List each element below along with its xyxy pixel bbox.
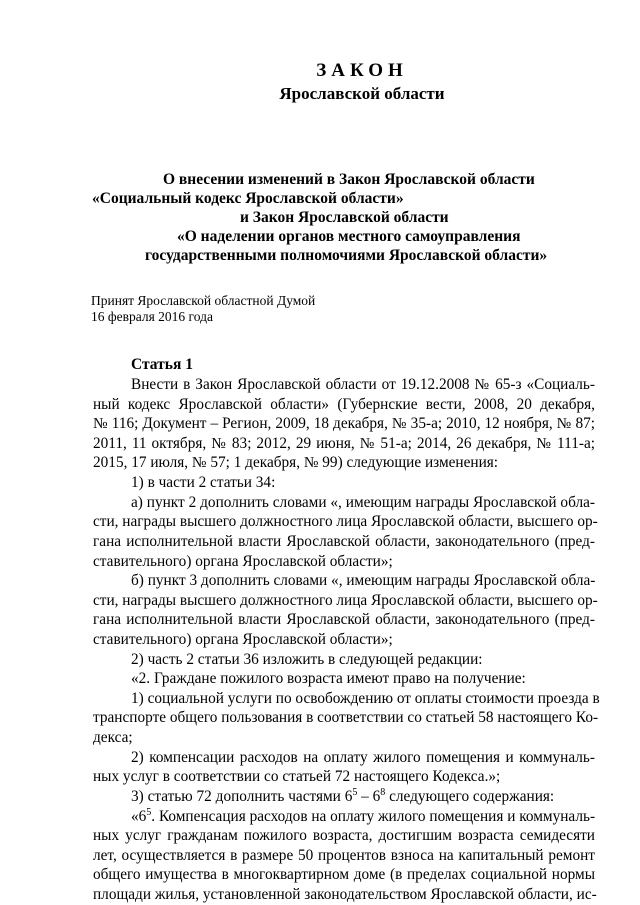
accepted-date: 16 февраля 2016 года (91, 309, 213, 324)
text-line: 2011, 11 октября, № 83; 2012, 29 июня, № 51-а; 2014, 26 декабря, № 111-а; (93, 434, 595, 452)
title-line: О внесении изменений в Закон Ярославской области (163, 171, 535, 188)
text-line: ных услуг гражданам пожилого возраста, достигшим возраста семидесяти (93, 827, 595, 845)
text-line: сти, награды высшего должностного лица Ярославской области, высшего ор- (93, 591, 598, 609)
text-line: «2. Граждане пожилого возраста имеют право на получение: (131, 670, 526, 688)
title-line: и Закон Ярославской области (240, 209, 449, 226)
text-line: гана исполнительной власти Ярославской области, законодательного (пред- (93, 611, 595, 629)
text-line: декса; (93, 729, 133, 747)
title-line: «О наделении органов местного самоуправления (177, 228, 521, 245)
text-line: ставительного) органа Ярославской области»; (93, 552, 393, 570)
text-line: 1) в части 2 статьи 34: (131, 474, 276, 492)
title-line: «Социальный кодекс Ярославской области» (92, 190, 404, 207)
text-line: Внести в Закон Ярославской области от 19.12.2008 № 65-з «Социаль- (131, 376, 595, 393)
accepted-by: Принят Ярославской областной Думой (91, 293, 316, 308)
text-line: ставительного) органа Ярославской области»; (93, 631, 393, 648)
text-line: лет, осуществляется в размере 50 процентов взноса на капитальный ремонт (93, 846, 595, 864)
region-heading: Ярославской области (279, 84, 445, 103)
text-line: «$6^5$. Компенсация расходов на оплату жилого помещения и коммуналь- (131, 806, 596, 825)
text-line: общего имущества в многоквартирном доме (в пределах социальной нормы (93, 866, 595, 884)
title-line: государственными полномочиями Ярославской области» (145, 247, 548, 264)
text-line: транспорте общего пользования в соответствии со статьей 58 настоящего Ко- (93, 709, 599, 727)
text-line: ный кодекс Ярославской области» (Губернские вести, 2008, 20 декабря, (93, 395, 595, 413)
text-line: б) пункт 3 дополнить словами «, имеющим награды Ярославской обла- (131, 572, 596, 590)
text-line: 2) компенсации расходов на оплату жилого помещения и коммуналь- (131, 748, 595, 766)
text-line: а) пункт 2 дополнить словами «, имеющим награды Ярославской обла- (131, 493, 595, 511)
text-line: сти, награды высшего должностного лица Ярославской области, высшего ор- (93, 513, 598, 531)
text-line: 3) статью 72 дополнить частями $6^5 - 6^8$ следующего содержания: (131, 786, 555, 805)
text-line: 2) часть 2 статьи 36 изложить в следующей редакции: (131, 650, 483, 668)
text-line: гана исполнительной власти Ярославской области, законодательного (пред- (93, 532, 595, 550)
law-heading: ЗАКОН (316, 60, 408, 81)
text-line: площади жилья, установленной законодательством Ярославской области, ис- (93, 886, 597, 903)
text-line: ных услуг в соответствии со статьей 72 настоящего Кодекса.»; (93, 768, 501, 786)
text-line: 1) социальной услуги по освобождению от оплаты стоимости проезда в (131, 689, 600, 707)
text-line: № 116; Документ – Регион, 2009, 18 декабря, № 35-а; 2010, 12 ноября, № 87; (93, 415, 595, 433)
text-line: 2015, 17 июля, № 57; 1 декабря, № 99) следующие изменения: (93, 454, 499, 472)
article-heading: Статья 1 (131, 356, 193, 373)
